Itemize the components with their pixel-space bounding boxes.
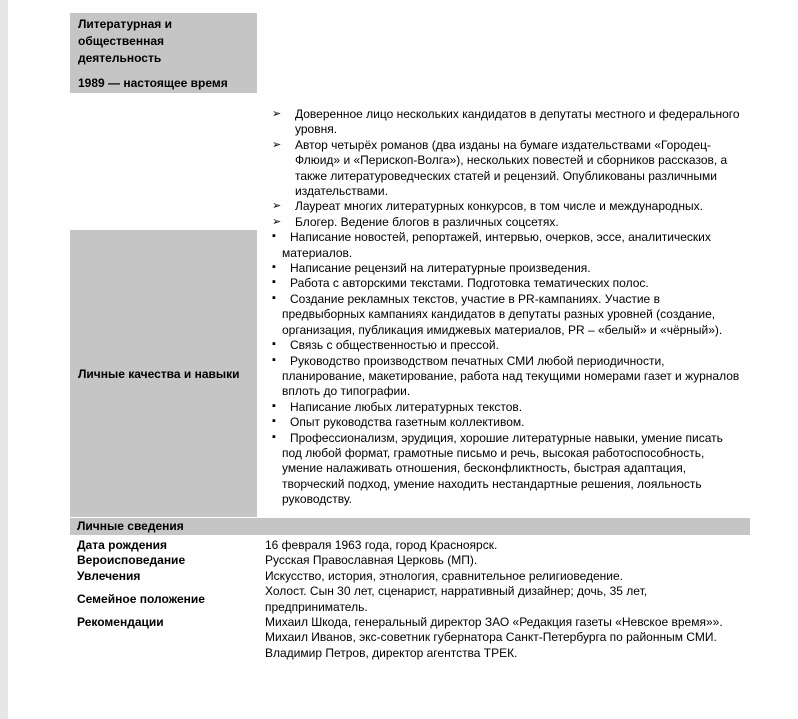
section-skills-label: Личные качества и навыки [78,366,240,381]
list-item: ➢ Автор четырёх романов (два изданы на бумаге издательствами «Городец-Флюид» и «Перископ-Волга»), нескольких повестей и сборников рассказов, а также литературоведческих статей и рецензий. Опубликованы различными издательствами. [272,138,746,200]
list-item: ➢ Доверенное лицо нескольких кандидатов в депутаты местного и федерального уровня. [272,107,746,138]
personal-row [70,615,782,661]
row-values [265,538,746,553]
row-values [265,569,746,584]
row-label: Семейное положение [77,591,205,606]
row-value-line: Холост. Сын 30 лет, сценарист, нарративный дизайнер; дочь, 35 лет, предприниматель. [265,584,648,614]
row-values [265,615,746,661]
page-left-edge [0,0,8,719]
row-value-line: 16 февраля 1963 года, город Красноярск. [265,538,498,552]
personal-row [70,538,782,553]
row-values [265,584,746,615]
section-literary-period: 1989 — настоящее время [78,76,228,90]
personal-row [70,553,782,568]
row-values [265,553,746,568]
section-skills-label-cell [70,230,257,517]
section-literary-title: Литературная и общественная деятельность [78,17,173,65]
row-value-line: Искусство, история, этнология, сравнительное религиоведение. [265,568,624,583]
achievements-list [265,107,746,230]
row-label: Рекомендации [77,615,164,630]
list-item: ➢ Блогер. Ведение блогов в различных соцсетях. [272,215,746,230]
list-item: ▪ Написание новостей, репортажей, интервью, очерков, эссе, аналитических материалов. [272,230,746,261]
list-item: ▪ Руководство производством печатных СМИ любой периодичности, планирование, макетирование, работа над текущими номерами газет и журналов вплоть до типографии. [272,354,746,400]
row-value-line: Михаил Шкода, генеральный директор ЗАО «Редакция газеты «Невское время»». [265,615,723,630]
list-item: ▪ Создание рекламных текстов, участие в PR-кампаниях. Участие в предвыборных кампаниях кандидатов в депутаты разных уровней (создание, организация, публикация имиджевых материалов, PR – «белый» и «чёрный»). [272,292,746,338]
personal-header-label: Личные сведения [77,519,184,533]
row-value-line: Владимир Петров, директор агентства ТРЕК. [265,645,518,660]
personal-details [70,538,782,661]
list-item: ▪ Написание любых литературных текстов. [272,400,746,415]
list-item: ▪ Написание рецензий на литературные произведения. [272,261,746,276]
personal-row [70,569,782,584]
personal-row [70,584,782,615]
row-label: Вероисповедание [77,553,186,568]
list-item: ▪ Связь с общественностью и прессой. [272,338,746,353]
section-personal-header [70,518,750,535]
row-value-line: Михаил Иванов, экс-советник губернатора Санкт-Петербурга по районным СМИ. [265,630,717,645]
list-item: ▪ Работа с авторскими текстами. Подготовка тематических полос. [272,276,746,291]
list-item: ➢ Лауреат многих литературных конкурсов, в том числе и международных. [272,199,746,214]
list-item: ▪ Опыт руководства газетным коллективом. [272,415,746,430]
list-item: ▪ Профессионализм, эрудиция, хорошие литературные навыки, умение писать под любой формат, грамотные письмо и речь, высокая работоспособность, умение налаживать отношения, бесконфликтность, быстрая адаптация, творческий подход, умение находить нестандартные решения, лояльность руководству. [272,431,746,508]
row-value-line: Русская Православная Церковь (МП). [265,553,478,568]
skills-list [265,230,746,507]
details-column [265,107,746,508]
row-label: Дата рождения [77,538,168,552]
section-literary-activity-cell [70,13,257,93]
row-label: Увлечения [77,568,141,583]
